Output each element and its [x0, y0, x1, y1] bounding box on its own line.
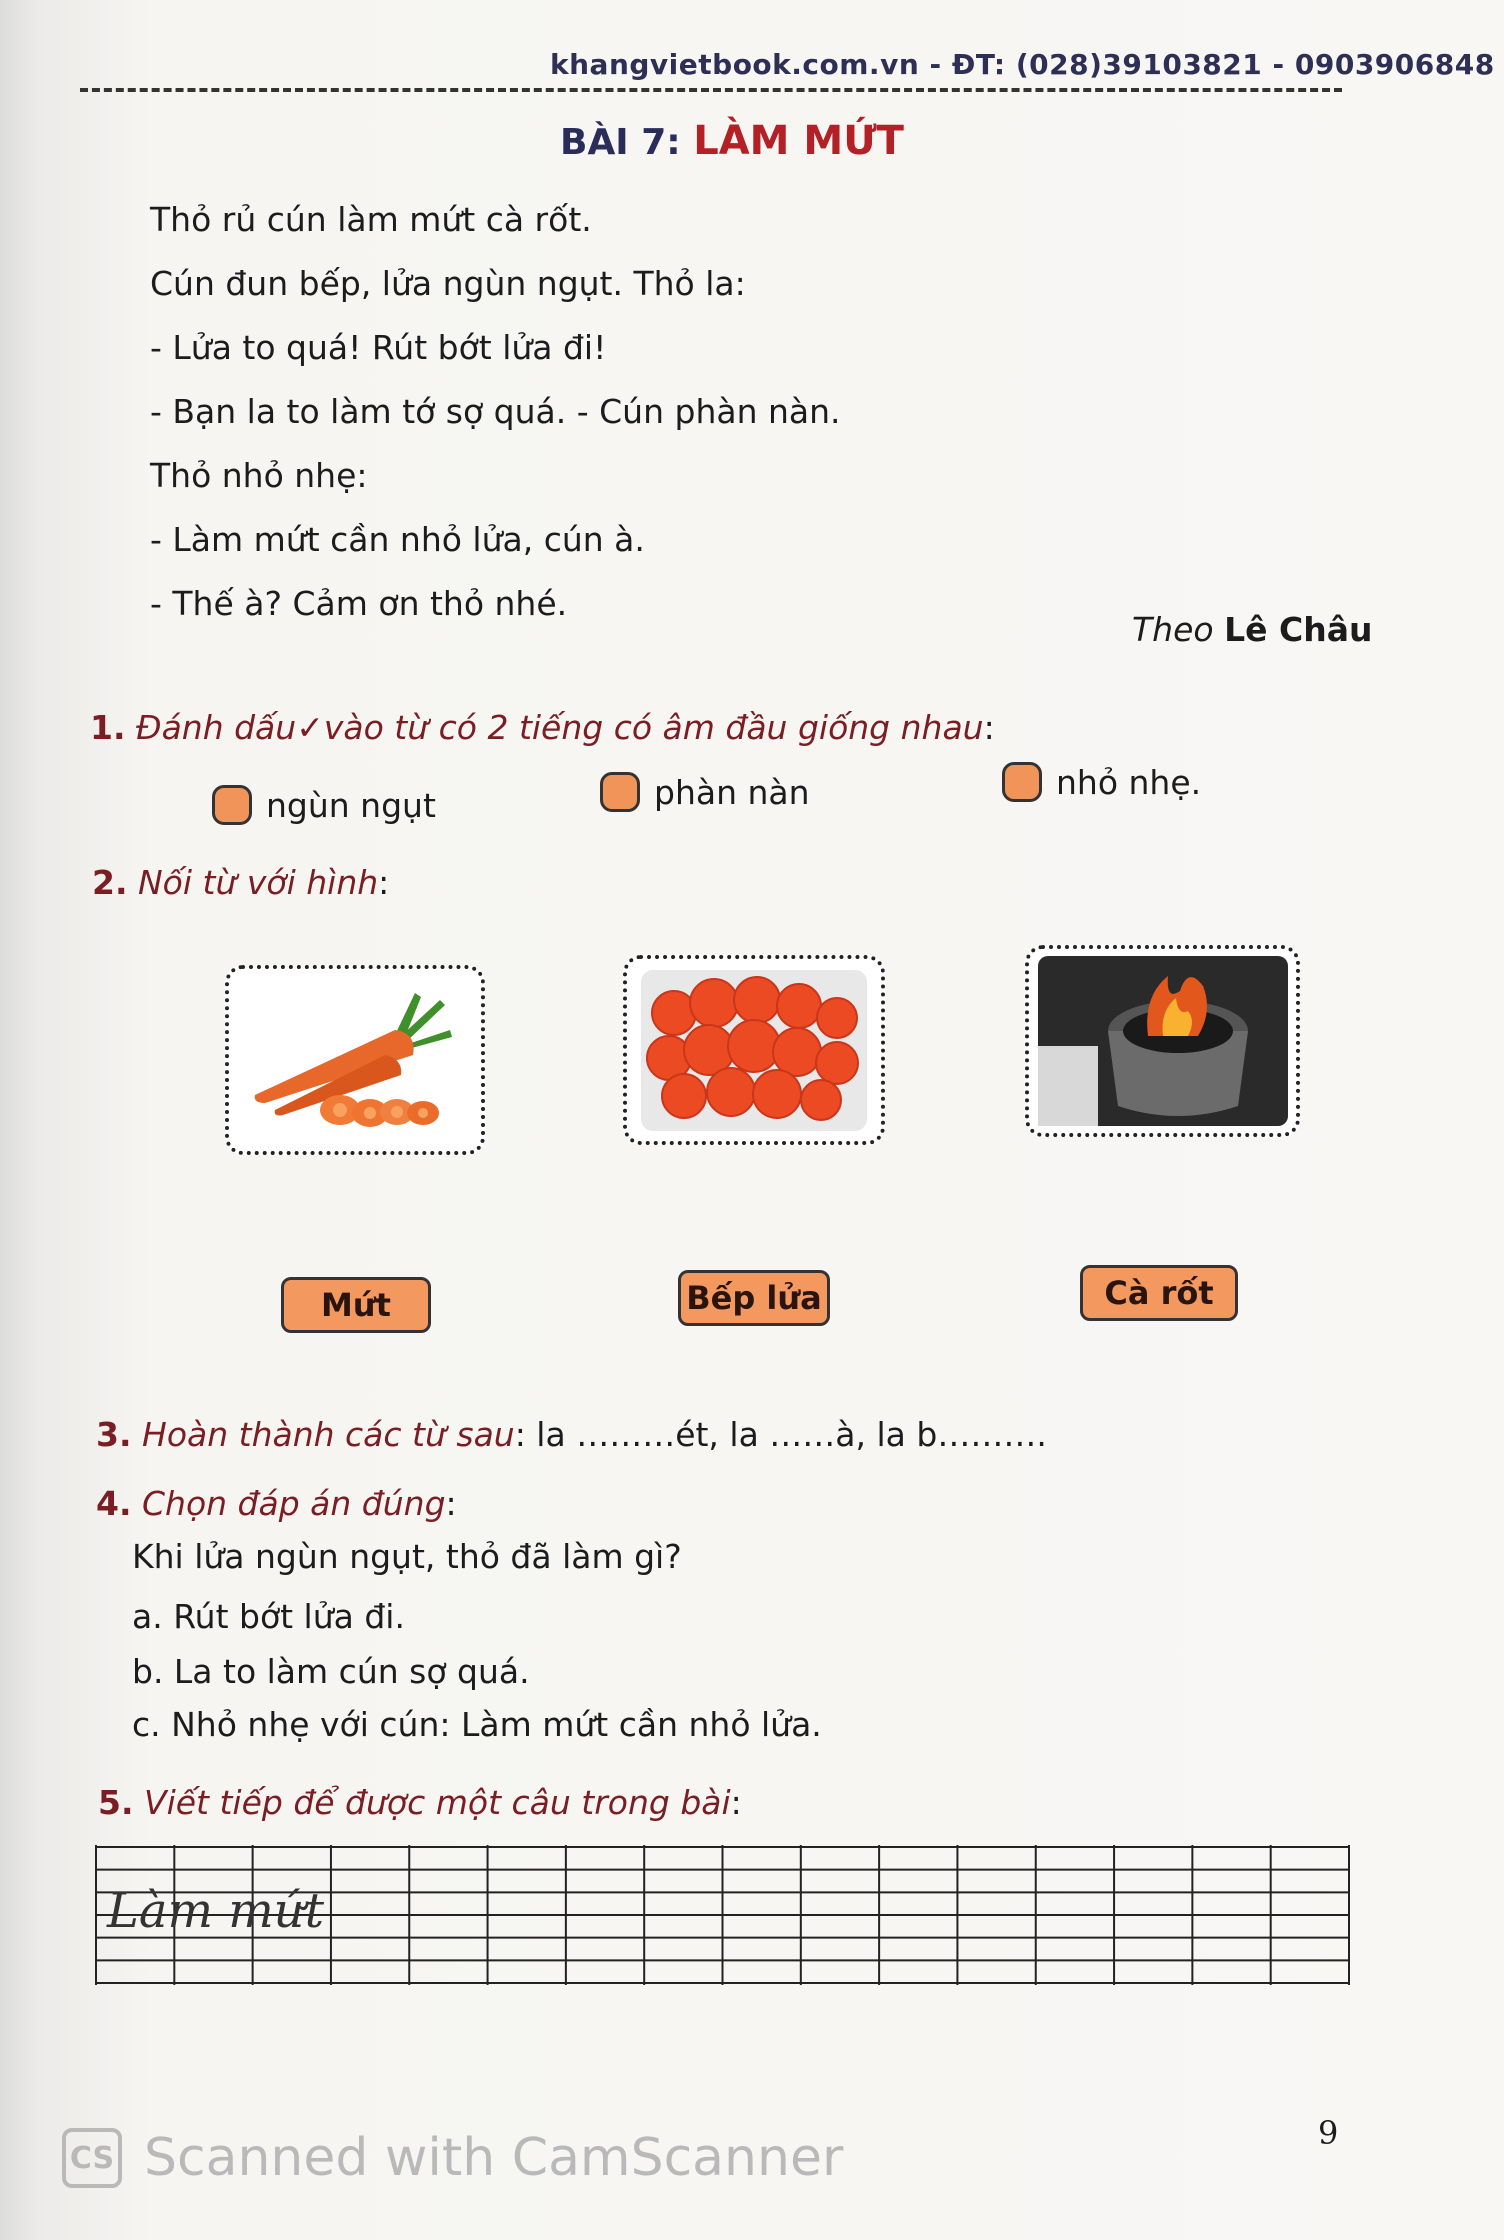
question-number: 1.: [90, 708, 126, 747]
publisher-contact: khangvietbook.com.vn - ĐT: (028)39103821 - 0903906848: [550, 48, 1495, 81]
question-1: [90, 708, 995, 747]
question-instruction: Nối từ với hình: [138, 863, 379, 902]
question-number: 3.: [96, 1415, 132, 1454]
question-2: [92, 863, 389, 902]
story-line: - Lửa to quá! Rút bớt lửa đi!: [150, 328, 607, 367]
word-card-bep-lua[interactable]: Bếp lửa: [678, 1270, 830, 1326]
answer-option-b[interactable]: b. La to làm cún sợ quá.: [132, 1652, 530, 1691]
story-line: Cún đun bếp, lửa ngùn ngụt. Thỏ la:: [150, 264, 746, 303]
question-number: 4.: [96, 1484, 132, 1523]
story-line: Thỏ rủ cún làm mứt cà rốt.: [150, 200, 592, 239]
question-number: 2.: [92, 863, 128, 902]
story-line: - Làm mứt cần nhỏ lửa, cún à.: [150, 520, 645, 559]
author-prefix: Theo: [1132, 610, 1214, 649]
option-phan-nan[interactable]: [600, 772, 810, 812]
colon: :: [445, 1484, 457, 1523]
story-text: [150, 196, 841, 644]
question-5: [98, 1783, 742, 1822]
carrot-image[interactable]: [225, 965, 485, 1155]
word-card-mut[interactable]: Mứt: [281, 1277, 431, 1333]
handwriting-grid[interactable]: [95, 1845, 1350, 1985]
colon: :: [983, 708, 995, 747]
question-3: [96, 1415, 1047, 1454]
camscanner-watermark: [62, 2128, 843, 2188]
question-instruction: vào từ có 2 tiếng có âm đầu giống nhau: [323, 708, 984, 747]
word-card-ca-rot[interactable]: Cà rốt: [1080, 1265, 1238, 1321]
answer-option-a[interactable]: a. Rút bớt lửa đi.: [132, 1597, 405, 1636]
stove-fire-icon: [1038, 956, 1288, 1126]
question-instruction: Đánh dấu: [136, 708, 297, 747]
checkmark-icon: ✓: [296, 708, 324, 747]
watermark-text: Scanned with CamScanner: [144, 2128, 844, 2188]
checkbox[interactable]: [600, 772, 640, 812]
carrot-jam-icon: [639, 968, 869, 1133]
header-divider: [80, 88, 1342, 92]
question-4: [96, 1484, 457, 1523]
jam-image[interactable]: [623, 955, 885, 1145]
option-nho-nhe[interactable]: [1002, 762, 1201, 802]
stove-image[interactable]: [1025, 945, 1300, 1137]
option-label: ngùn ngụt: [266, 785, 436, 825]
colon: :: [730, 1783, 742, 1822]
option-label: nhỏ nhẹ.: [1056, 762, 1202, 802]
question-instruction: Hoàn thành các từ sau: [142, 1415, 515, 1454]
option-ngun-ngut[interactable]: [212, 785, 436, 825]
lesson-title: [560, 118, 904, 164]
answer-option-c[interactable]: c. Nhỏ nhẹ với cún: Làm mứt cần nhỏ lửa.: [132, 1705, 822, 1744]
question-number: 5.: [98, 1783, 134, 1822]
question-instruction: Viết tiếp để được một câu trong bài: [144, 1783, 731, 1822]
handwritten-starter: Làm mứt: [107, 1883, 324, 1939]
author-name: Lê Châu: [1224, 610, 1373, 649]
option-label: phàn nàn: [654, 772, 810, 812]
question-4-prompt: Khi lửa ngùn ngụt, thỏ đã làm gì?: [132, 1537, 682, 1576]
story-line: Thỏ nhỏ nhẹ:: [150, 456, 368, 495]
fill-in-words[interactable]: : la ………ét, la ……à, la b……….: [514, 1415, 1047, 1454]
question-instruction: Chọn đáp án đúng: [142, 1484, 446, 1523]
camscanner-logo-icon: CS: [62, 2128, 122, 2188]
checkbox[interactable]: [1002, 762, 1042, 802]
colon: :: [378, 863, 390, 902]
carrot-icon: [245, 985, 465, 1135]
story-line: - Bạn la to làm tớ sợ quá. - Cún phàn nàn.: [150, 392, 841, 431]
story-author: [1132, 610, 1372, 649]
story-line: - Thế à? Cảm ơn thỏ nhé.: [150, 584, 568, 623]
lesson-name: LÀM MỨT: [693, 118, 904, 164]
page-number: 9: [1318, 2114, 1339, 2152]
checkbox[interactable]: [212, 785, 252, 825]
lesson-number: BÀI 7:: [560, 122, 681, 163]
